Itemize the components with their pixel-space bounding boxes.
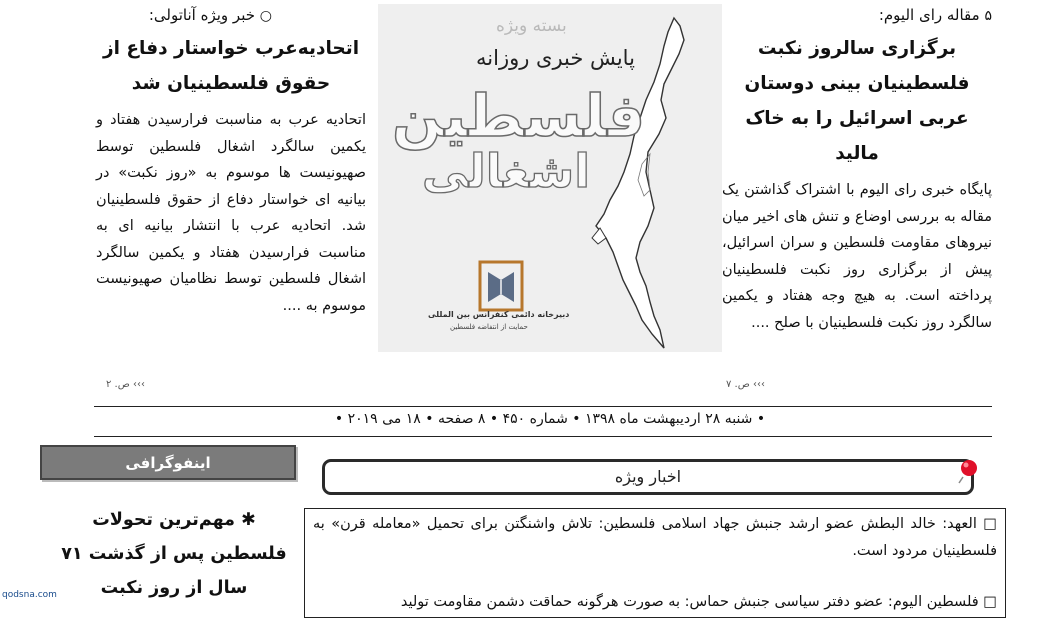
- infographic-title: مهم‌ترین تحولات فلسطین پس از گذشت ۷۱ سال از روز نکبت: [61, 510, 287, 598]
- cover-image: [378, 4, 722, 352]
- star-icon: ✱: [241, 510, 256, 530]
- infographic-tab-label: اینفوگرافی: [125, 454, 211, 472]
- special-news-box: [304, 508, 1006, 618]
- right-article-kicker-mark: ۵: [984, 8, 992, 24]
- special-news-title: اخبار ویژه: [614, 467, 682, 486]
- pushpin-icon: [956, 458, 980, 484]
- right-article: [722, 4, 992, 394]
- top-rule: [94, 406, 992, 407]
- cover-logo-line-1: دبیرخانه دائمی کنفرانس بین المللی: [428, 310, 570, 319]
- special-news-header: [322, 459, 974, 495]
- infographic-headline[interactable]: [54, 503, 294, 605]
- cover-big-word-1: فلسطین: [392, 82, 646, 150]
- right-article-kicker-text: مقاله رای الیوم:: [878, 6, 980, 24]
- left-article-headline[interactable]: اتحادیه‌عرب خواستار دفاع از حقوق فلسطینیان شد: [102, 38, 360, 94]
- left-article: [96, 4, 366, 394]
- cover-logo-line-2: حمایت از انتفاضه فلسطین: [450, 323, 528, 331]
- left-article-kicker: [96, 4, 366, 27]
- site-watermark: qodsna.com: [2, 590, 57, 600]
- cover-title: پایش خبری روزانه: [476, 46, 635, 70]
- left-article-body: اتحادیه عرب به مناسبت فرارسیدن هفتاد و یکمین سالگرد اشغال فلسطین توسط صهیونیست ها موسوم به «روز نکبت» در بیانیه ای خواستار دفاع از حقوق فلسطینیان شد. اتحادیه عرب با انتشار بیانیه ای به مناسبت فرارسیدن هفتاد و یکمین سالگرد اشغال فلسطین توسط نظامیان صهیونیست موسوم به ....: [96, 112, 366, 314]
- bottom-rule: [94, 436, 992, 437]
- left-article-kicker-text: خبر ویژه آناتولی:: [148, 6, 255, 24]
- special-news-item[interactable]: □ فلسطین الیوم: عضو دفتر سیاسی جنبش حماس: به صورت هرگونه حماقت دشمن مقاومت تولید: [400, 594, 997, 610]
- left-article-kicker-mark: ○: [259, 8, 272, 24]
- left-article-page-ref[interactable]: ››› ص. ۲: [106, 379, 145, 390]
- right-article-body: پایگاه خبری رای الیوم با اشتراک گذاشتن یک مقاله به بررسی اوضاع و تنش های اخیر میان نیروهای مقاومت فلسطین و سران اسرائیل، پیش از برگزاری روز نکبت فلسطینیان پرداخته است. به هیچ وجه هفتاد و یکمین سالگرد روز نکبت فلسطینیان با صلح ....: [722, 182, 992, 331]
- cover-big-word-2: اشغالی: [422, 144, 591, 198]
- right-article-kicker: [722, 4, 992, 27]
- right-article-page-ref[interactable]: ››› ص. ۷: [726, 379, 765, 390]
- infographic-tab[interactable]: [40, 445, 296, 480]
- conference-logo-icon: [478, 260, 524, 312]
- cover-small-title: بسته ویژه: [496, 16, 567, 36]
- right-article-headline[interactable]: برگزاری سالروز نکبت فلسطینیان بینی دوستان عربی اسرائیل را به خاک مالید: [744, 38, 970, 164]
- special-news-item[interactable]: □ العهد: خالد البطش عضو ارشد جنبش جهاد اسلامی فلسطین: تلاش واشنگتن برای تحمیل «معامله قرن» به فلسطینیان مردود است.: [313, 516, 997, 559]
- dateline: • شنبه ۲۸ اردیبهشت ماه ۱۳۹۸ • شماره ۴۵۰ • ۸ صفحه • ۱۸ می ۲۰۱۹ •: [334, 411, 766, 427]
